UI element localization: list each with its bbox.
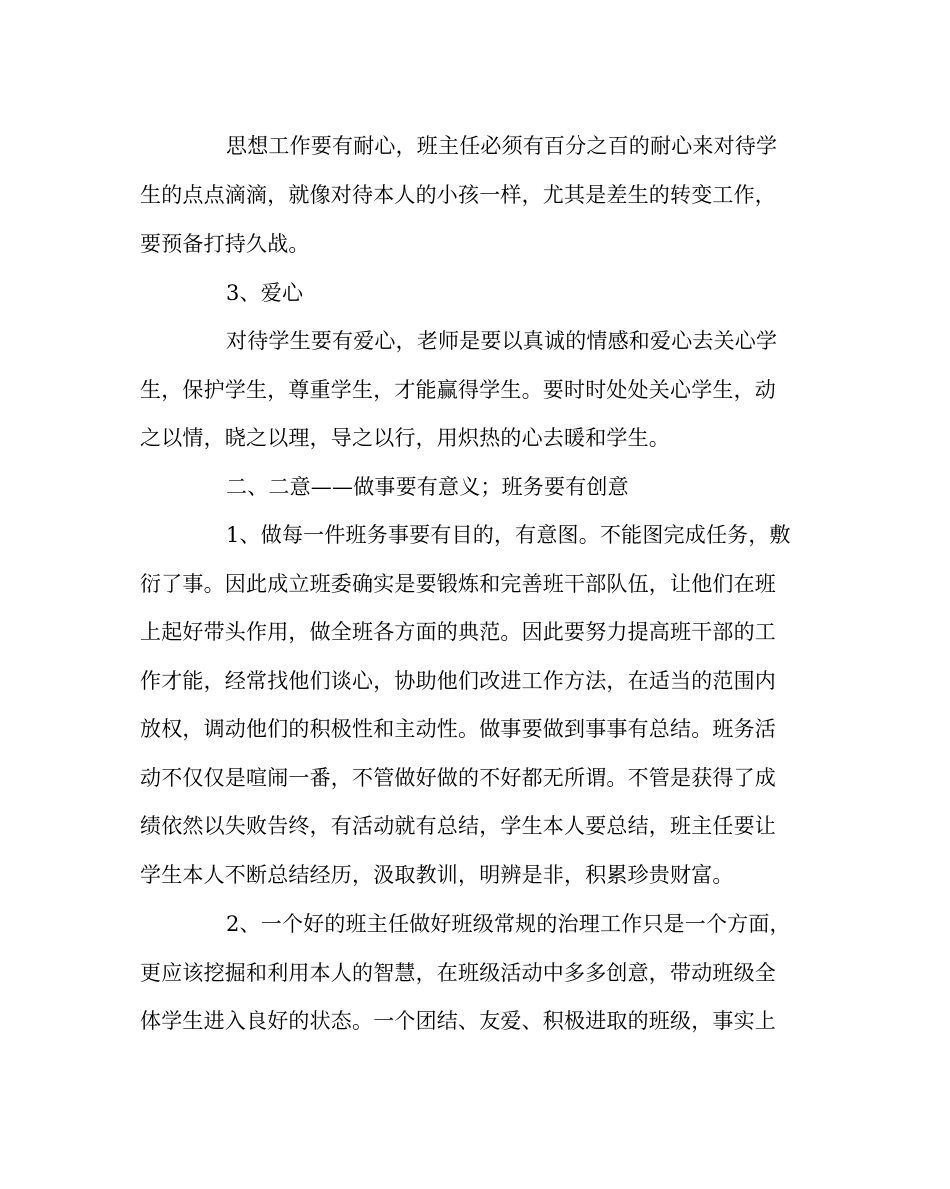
text-line-15: 绩依然以失败告终，有活动就有总结，学生本人要总结，班主任要让	[140, 814, 776, 838]
text-line-3: 要预备打持久战。	[140, 232, 310, 256]
text-line-18: 更应该挖掘和利用本人的智慧，在班级活动中多多创意，带动班级全	[140, 961, 776, 985]
text-line-5: 对待学生要有爱心，老师是要以真诚的情感和爱心去关心学	[226, 329, 778, 353]
text-line-2: 生的点点滴滴，就像对待本人的小孩一样，尤其是差生的转变工作，	[140, 183, 776, 207]
text-line-1: 思想工作要有耐心，班主任必须有百分之百的耐心来对待学	[226, 134, 778, 158]
text-line-14: 动不仅仅是喧闹一番，不管做好做的不好都无所谓。不管是获得了成	[140, 766, 776, 790]
text-line-9: 1、做每一件班务事要有目的，有意图。不能图完成任务，敷	[226, 523, 791, 547]
text-line-19: 体学生进入良好的状态。一个团结、友爱、积极进取的班级，事实上	[140, 1009, 776, 1033]
text-line-7: 之以情，晓之以理，导之以行，用炽热的心去暖和学生。	[140, 426, 670, 450]
text-line-10: 衍了事。因此成立班委确实是要锻炼和完善班干部队伍，让他们在班	[140, 572, 776, 596]
text-line-13: 放权，调动他们的积极性和主动性。做事要做到事事有总结。班务活	[140, 717, 776, 741]
text-line-17: 2、一个好的班主任做好班级常规的治理工作只是一个方面，	[226, 912, 791, 936]
text-line-11: 上起好带头作用，做全班各方面的典范。因此要努力提高班干部的工	[140, 620, 776, 644]
text-line-12: 作才能，经常找他们谈心，协助他们改进工作方法，在适当的范围内	[140, 669, 776, 693]
section-heading-love: 3、爱心	[226, 281, 304, 305]
section-heading-two-meanings: 二、二意——做事要有意义；班务要有创意	[226, 475, 629, 499]
text-line-6: 生，保护学生，尊重学生，才能赢得学生。要时时处处关心学生，动	[140, 378, 776, 402]
text-line-16: 学生本人不断总结经历，汲取教训，明辨是非，积累珍贵财富。	[140, 863, 734, 887]
